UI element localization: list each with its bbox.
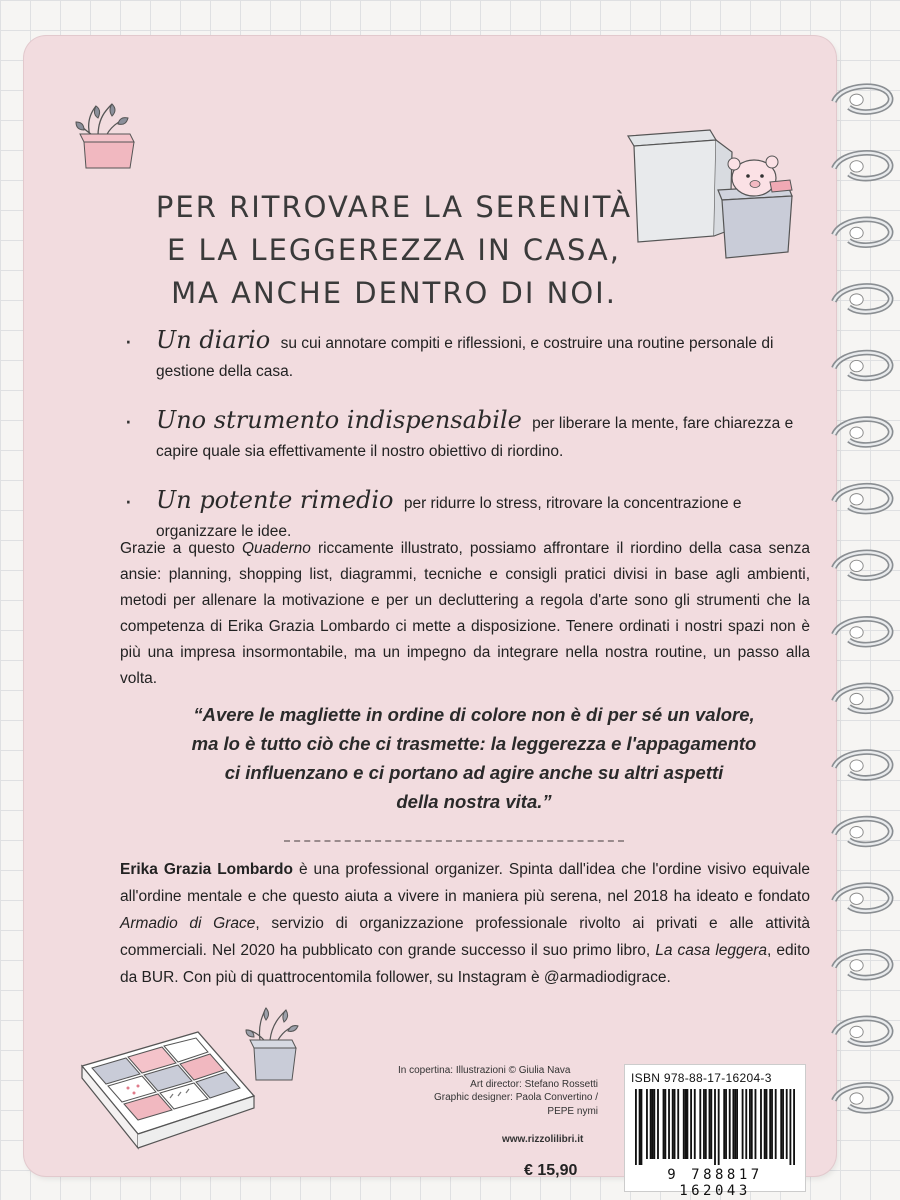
barcode-bars [635, 1089, 795, 1165]
barcode-bar [718, 1089, 720, 1165]
barcode-bar [646, 1089, 648, 1159]
author-bio [120, 856, 810, 991]
barcode-bar [683, 1089, 685, 1159]
author-name: Erika Grazia Lombardo [120, 861, 293, 878]
barcode-bar [705, 1089, 707, 1159]
quote-line: ci influenzano e ci portano ad agire anche su altri aspetti [224, 762, 724, 783]
barcode-bar [775, 1089, 777, 1159]
list-item [124, 406, 814, 466]
storage-boxes-teddy-illustration [620, 126, 810, 266]
spiral-ring [834, 619, 891, 645]
spiral-ring [834, 486, 891, 512]
credits-line: Art director: Stefano Rossetti [470, 1078, 598, 1090]
grey-plant-box-illustration [242, 1000, 304, 1084]
bio-text: , servizio di organizzazione professionale rivolto ai privati e alle attività commerciali. Nel 2020 ha pubblicato con grande successo il suo primo libro, [120, 915, 810, 959]
bio-text: , edito da BUR. Con più di quattrocentomila follower, su Instagram è @armadiodigrace. [120, 942, 810, 986]
credits-line: In copertina: Illustrazioni © Giulia Nava [398, 1065, 571, 1076]
barcode-bar [789, 1089, 791, 1165]
barcode-bar [657, 1089, 659, 1159]
price-label: € 15,90 [524, 1162, 578, 1179]
quote-line: “Avere le magliette in ordine di colore non è di per sé un valore, [193, 704, 755, 725]
barcode-bar [714, 1089, 716, 1165]
barcode-bar [786, 1089, 788, 1159]
headline [154, 186, 634, 315]
spiral-ring [834, 685, 891, 711]
barcode-bar [782, 1089, 784, 1159]
headline-line: PER RITROVARE LA SERENITÀ [155, 190, 633, 224]
barcode-bar [745, 1089, 747, 1159]
barcode-bar [709, 1089, 711, 1159]
spiral-binding [832, 36, 900, 1176]
barcode-bar [690, 1089, 692, 1159]
description-text: Grazie a questo [120, 540, 242, 557]
barcode-bar [641, 1089, 643, 1165]
barcode-bar [732, 1089, 734, 1159]
spiral-ring [834, 952, 891, 978]
spiral-ring [834, 219, 891, 245]
pull-quote [144, 700, 804, 816]
pink-plant-box-illustration [72, 96, 142, 171]
script-phrase: Uno strumento indispensabile [156, 406, 522, 434]
barcode-bar [771, 1089, 773, 1159]
spiral-ring [834, 286, 891, 312]
bullet-text: su cui annotare compiti e riflessioni, e costruire una routine personale di gestione della casa. [156, 335, 774, 380]
description-text: riccamente illustrato, possiamo affrontare il riordino della casa senza ansie: planning, shopping list, diagrammi, tecniche e consigli pratici divisi in base agli ambienti, metodi per allenare la motivazione e per un decluttering a regola d'arte sono gli strumenti che la competenza di Erika Grazia Lombardo ci mette a disposizione. Tenere ordinati i nostri spazi non è più una impresa insormontabile, ma un impegno da integrare nella nostra routine, un passo alla volta. [120, 540, 810, 687]
barcode-bar [769, 1089, 771, 1159]
feature-list [124, 326, 814, 566]
spiral-ring [834, 419, 891, 445]
credits-line: PEPE nymi [547, 1105, 598, 1117]
bio-italic: La casa leggera [655, 942, 768, 959]
drawer-organizer-illustration [78, 1026, 258, 1176]
list-item [124, 326, 814, 386]
barcode-bar [635, 1089, 637, 1165]
barcode-bar [685, 1089, 687, 1159]
barcode-bar [668, 1089, 670, 1159]
barcode-bar [755, 1089, 757, 1159]
barcode-bar [729, 1089, 731, 1159]
barcode-bar [793, 1089, 795, 1165]
barcode-bar [760, 1089, 762, 1159]
barcode-bar [736, 1089, 738, 1159]
barcode-bar [780, 1089, 782, 1159]
barcode-bar [663, 1089, 665, 1159]
barcode-bar [686, 1089, 688, 1159]
barcode-bar [672, 1089, 674, 1159]
barcode-bar [664, 1089, 666, 1159]
bio-text: è una professional organizer. Spinta dall'idea che l'ordine visivo equivale all'ordine mentale e che questo aiuta a vivere in maniera più serena, nel 2018 ha ideato e fondato [120, 861, 810, 905]
spiral-ring [834, 819, 891, 845]
spiral-ring [834, 1085, 891, 1111]
spiral-ring [834, 885, 891, 911]
credits-line: Graphic designer: Paola Convertino / [434, 1092, 598, 1103]
ean-digits: 9 788817 162043 [667, 1167, 763, 1199]
barcode-bar [652, 1089, 654, 1159]
bullet-text: per ridurre lo stress, ritrovare la concentrazione e organizzare le idee. [156, 495, 742, 540]
barcode-bar [766, 1089, 768, 1159]
dashed-divider [284, 840, 624, 842]
barcode-bar [674, 1089, 676, 1159]
barcode-bar [703, 1089, 705, 1159]
spiral-ring [834, 153, 891, 179]
barcode-bar [653, 1089, 655, 1159]
description-paragraph [120, 536, 810, 692]
credits-block [398, 1064, 598, 1118]
spiral-ring [834, 1018, 891, 1044]
script-phrase: Un diario [156, 326, 271, 354]
barcode-bar [742, 1089, 744, 1159]
spiral-ring [834, 752, 891, 778]
description-italic: Quaderno [241, 540, 311, 557]
barcode-bar [650, 1089, 652, 1159]
bio-italic: Armadio di Grace [120, 915, 256, 932]
spiral-ring [834, 552, 891, 578]
barcode-bar [723, 1089, 725, 1159]
barcode-bar [699, 1089, 701, 1159]
script-phrase: Un potente rimedio [156, 486, 394, 514]
quote-line: ma lo è tutto ciò che ci trasmette: la leggerezza e l'appagamento [191, 733, 757, 754]
headline-line: MA ANCHE DENTRO DI NOI. [171, 276, 617, 310]
publisher-website: www.rizzolilibri.it [502, 1134, 584, 1145]
barcode-bar [639, 1089, 641, 1165]
barcode-bar [694, 1089, 696, 1159]
barcode-bar [710, 1089, 712, 1159]
barcode-bar [734, 1089, 736, 1159]
book-back-cover [24, 36, 836, 1199]
barcode-bar [725, 1089, 727, 1159]
barcode-bar [749, 1089, 751, 1159]
isbn-text: ISBN 978-88-17-16204-3 [631, 1071, 772, 1085]
barcode-label [624, 1064, 806, 1199]
spiral-ring [834, 86, 891, 112]
barcode-bar [677, 1089, 679, 1159]
quote-line: della nostra vita.” [396, 791, 552, 812]
spiral-ring [834, 353, 891, 379]
bullet-text: per liberare la mente, fare chiarezza e capire quale sia effettivamente il nostro obiettivo di riordino. [156, 415, 794, 460]
barcode-bar [764, 1089, 766, 1159]
headline-line: E LA LEGGEREZZA IN CASA, [167, 233, 621, 267]
barcode-bar [751, 1089, 753, 1159]
